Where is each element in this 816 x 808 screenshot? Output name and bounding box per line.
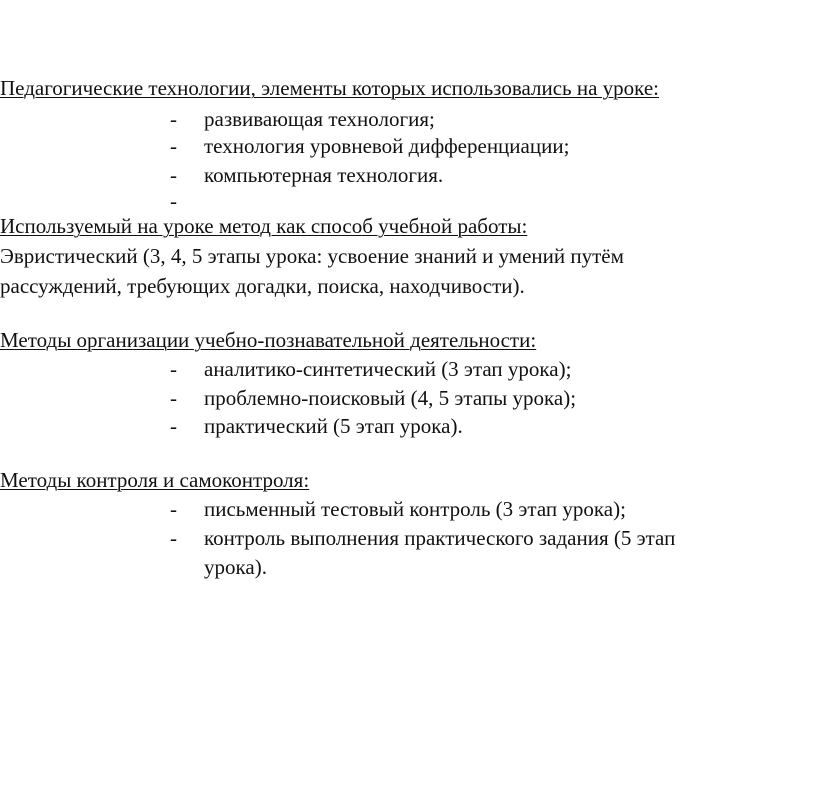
list-dash: - — [170, 414, 177, 438]
method-heading: Используемый на уроке метод как способ учебной работы: — [0, 214, 528, 238]
list-item: проблемно-поисковый (4, 5 этапы урока); — [204, 386, 577, 410]
list-item: компьютерная технология. — [204, 163, 444, 187]
list-dash-empty: - — [170, 189, 177, 213]
list-item: контроль выполнения практического задания (5 этап — [204, 526, 676, 550]
method-text-line-1: Эвристический (3, 4, 5 этапы урока: усвоение знаний и умений путём — [0, 244, 624, 268]
organization-heading: Методы организации учебно-познавательной деятельности: — [0, 328, 537, 352]
control-heading: Методы контроля и самоконтроля: — [0, 468, 310, 492]
list-dash: - — [170, 134, 177, 158]
list-item: развивающая технология; — [204, 107, 435, 131]
list-dash: - — [170, 163, 177, 187]
list-item: технология уровневой дифференциации; — [204, 134, 570, 158]
list-dash: - — [170, 357, 177, 381]
list-item: аналитико-синтетический (3 этап урока); — [204, 357, 572, 381]
list-dash: - — [170, 107, 177, 131]
list-dash: - — [170, 526, 177, 550]
method-text-line-2: рассуждений, требующих догадки, поиска, находчивости). — [0, 274, 525, 298]
list-item: письменный тестовый контроль (3 этап урока); — [204, 497, 626, 521]
list-item: практический (5 этап урока). — [204, 414, 463, 438]
list-dash: - — [170, 386, 177, 410]
list-item-continuation: урока). — [204, 555, 267, 579]
technologies-heading: Педагогические технологии, элементы которых использовались на уроке: — [0, 76, 659, 100]
list-dash: - — [170, 497, 177, 521]
